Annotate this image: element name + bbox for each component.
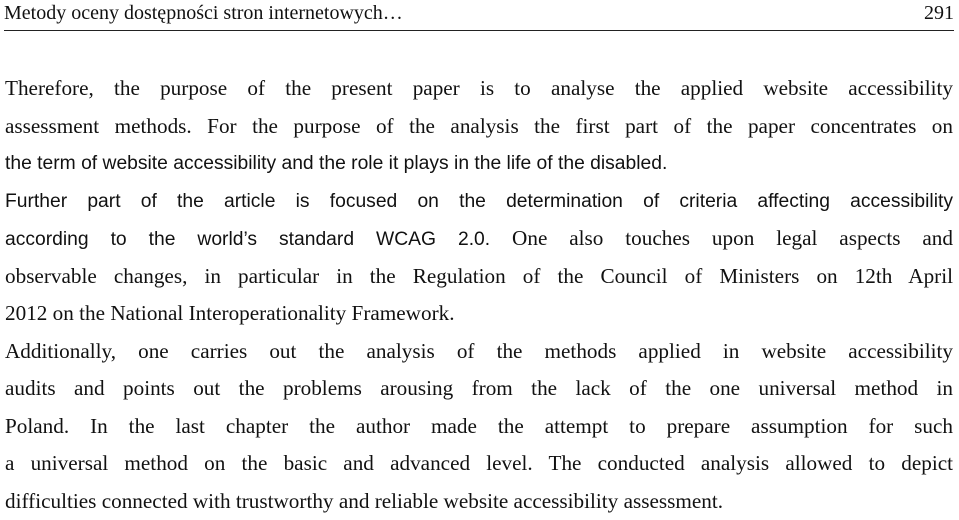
text-segment: One also touches upon legal aspects and: [490, 226, 953, 250]
text-line: audits and points out the problems arousing from the lack of the one universal method in: [5, 370, 953, 408]
running-title: Metody oceny dostępności stron internetowych…: [4, 0, 403, 26]
text-line-mixed: [5, 220, 953, 258]
text-line: a universal method on the basic and advanced level. The conducted analysis allowed to depict: [5, 445, 953, 483]
text-line: assessment methods. For the purpose of the analysis the first part of the paper concentrates on: [5, 108, 953, 146]
running-header: [4, 0, 954, 31]
abstract-body: [5, 70, 953, 520]
text-line: Additionally, one carries out the analysis of the methods applied in website accessibility: [5, 333, 953, 371]
text-line: observable changes, in particular in the Regulation of the Council of Ministers on 12th April: [5, 258, 953, 296]
text-line: the term of website accessibility and the role it plays in the life of the disabled.: [5, 145, 953, 183]
text-line: Poland. In the last chapter the author made the attempt to prepare assumption for such: [5, 408, 953, 446]
text-line: Therefore, the purpose of the present paper is to analyse the applied website accessibility: [5, 70, 953, 108]
text-line: difficulties connected with trustworthy and reliable website accessibility assessment.: [5, 483, 953, 520]
text-line: 2012 on the National Interoperationality Framework.: [5, 295, 953, 333]
page-number: 291: [924, 0, 954, 26]
text-segment: according to the world’s standard WCAG 2.0.: [5, 229, 490, 250]
text-line: Further part of the article is focused on the determination of criteria affecting accessibility: [5, 183, 953, 221]
